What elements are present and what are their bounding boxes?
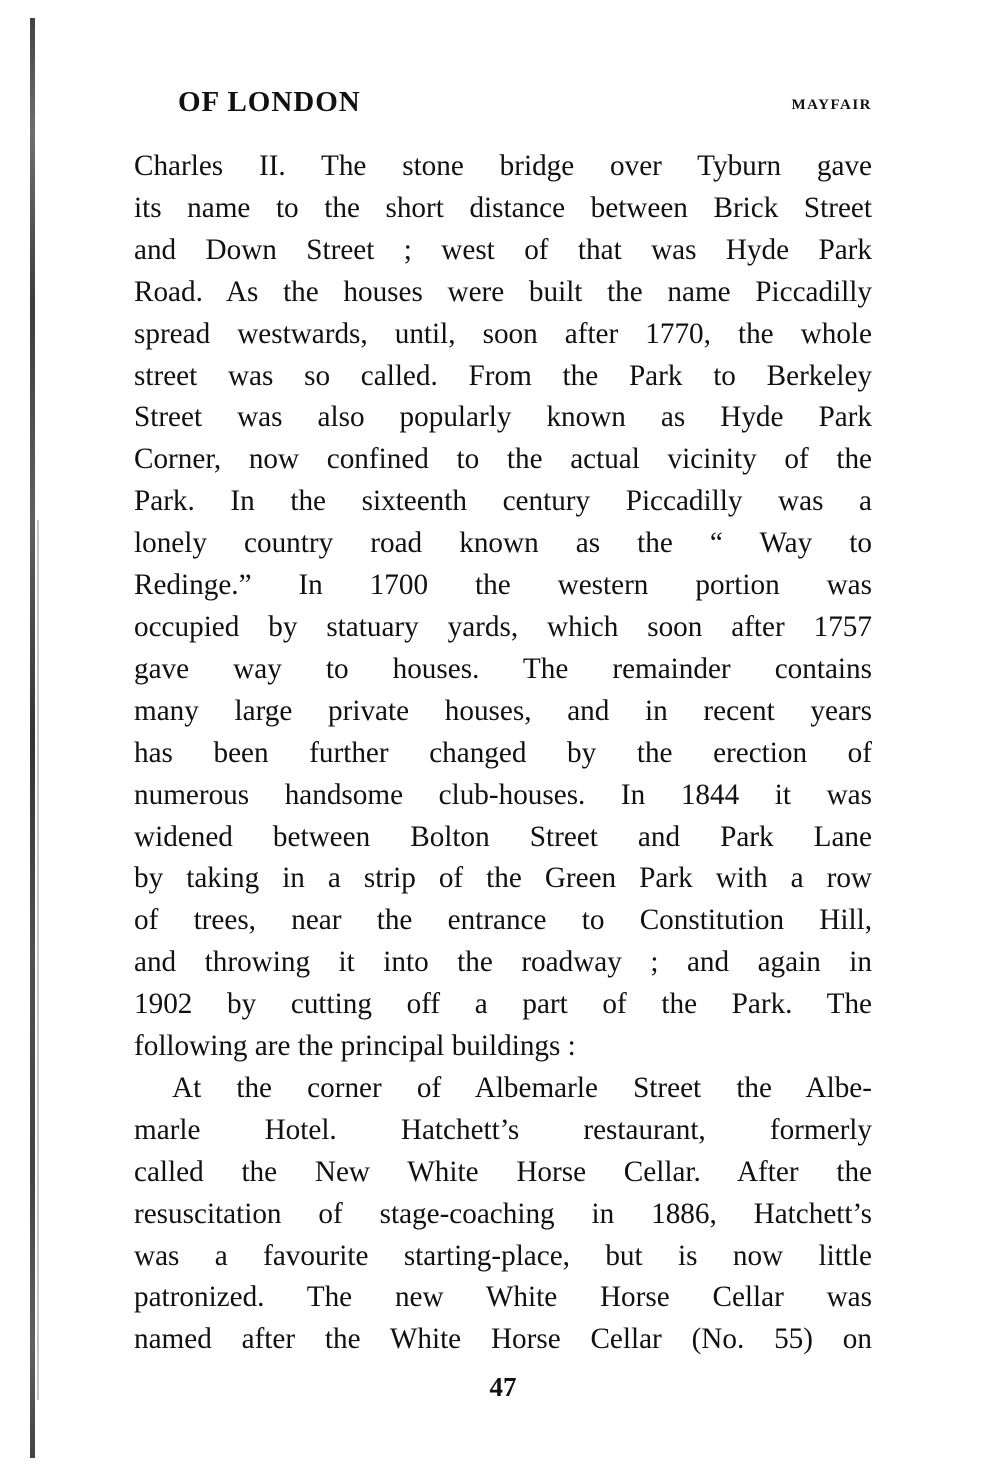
text-line: numerous handsome club-houses. In 1844 it was [134, 778, 872, 811]
text-line: has been further changed by the erection of [134, 736, 872, 769]
header-section: MAYFAIR [791, 97, 872, 113]
text-line: Corner, now confined to the actual vicinity of the [134, 443, 872, 476]
paragraph-start-line: At the corner of Albemarle Street the Albe- [172, 1071, 872, 1104]
text-line: marle Hotel. Hatchett’s restaurant, formerly [134, 1113, 872, 1146]
page-number: 47 [489, 1372, 517, 1402]
body-text [134, 146, 872, 1361]
text-line: 1902 by cutting off a part of the Park. The [134, 988, 872, 1021]
text-line: by taking in a strip of the Green Park with a row [134, 862, 872, 895]
text-line: resuscitation of stage-coaching in 1886, Hatchett’s [134, 1197, 872, 1230]
text-line: Park. In the sixteenth century Piccadilly was a [134, 485, 872, 518]
text-line: and throwing it into the roadway ; and again in [134, 946, 872, 979]
text-line: following are the principal buildings : [134, 1030, 576, 1063]
text-line: patronized. The new White Horse Cellar was [134, 1281, 872, 1314]
text-line: called the New White Horse Cellar. After the [134, 1155, 872, 1188]
text-line: occupied by statuary yards, which soon after 1757 [134, 610, 872, 643]
text-line: named after the White Horse Cellar (No. 55) on [134, 1323, 872, 1356]
text-line: many large private houses, and in recent years [134, 694, 872, 727]
running-header [178, 86, 872, 126]
text-line: Redinge.” In 1700 the western portion was [134, 569, 872, 602]
text-line: spread westwards, until, soon after 1770, the whole [134, 317, 872, 350]
text-line: Charles II. The stone bridge over Tyburn gave [134, 150, 872, 182]
text-line: its name to the short distance between Brick Street [134, 191, 872, 224]
header-title: OF LONDON [178, 86, 361, 118]
text-line: was a favourite starting-place, but is now little [134, 1239, 872, 1272]
text-line: lonely country road known as the “ Way to [134, 527, 872, 560]
text-line: widened between Bolton Street and Park Lane [134, 820, 872, 853]
text-line: street was so called. From the Park to Berkeley [134, 359, 872, 392]
text-line: gave way to houses. The remainder contains [134, 652, 872, 685]
text-line: and Down Street ; west of that was Hyde Park [134, 233, 872, 266]
text-line: Road. As the houses were built the name Piccadilly [134, 275, 872, 308]
binding-shadow [37, 520, 39, 1400]
binding-edge [30, 18, 35, 1458]
text-line: of trees, near the entrance to Constitution Hill, [134, 904, 872, 937]
text-line: Street was also popularly known as Hyde Park [134, 401, 872, 434]
